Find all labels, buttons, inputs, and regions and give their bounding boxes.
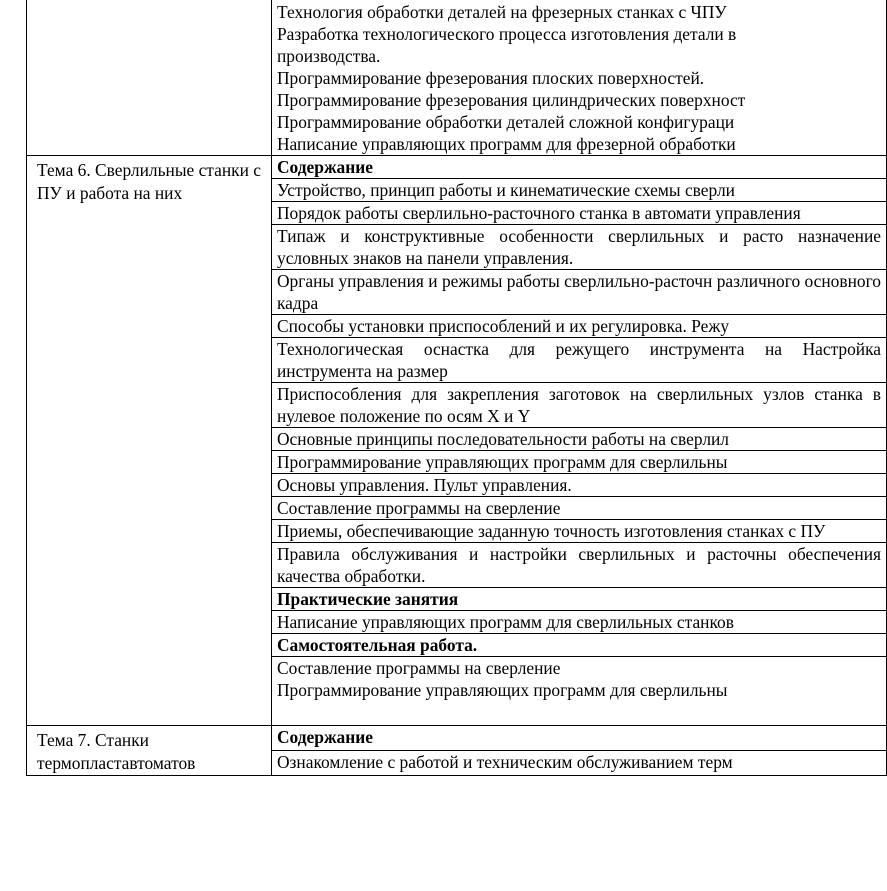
- content-line: Программирование обработки деталей сложной конфигураци: [277, 112, 735, 132]
- content-cell: Основы управления. Пульт управления.: [272, 474, 887, 497]
- content-line: Технология обработки деталей на фрезерных станках с ЧПУ: [277, 2, 727, 22]
- curriculum-table: [26, 0, 887, 776]
- content-cell: Составление программы на сверление: [272, 497, 887, 520]
- section-heading: Содержание: [272, 726, 887, 751]
- content-cell: Основные принципы последовательности работы на сверлил: [272, 428, 887, 451]
- content-cell: Типаж и конструктивные особенности сверлильных и расто назначение условных знаков на панели управления.: [272, 225, 887, 270]
- content-line: Разработка технологического процесса изготовления детали в: [277, 24, 737, 44]
- content-cell: Порядок работы сверлильно-расточного станка в автомати управления: [272, 202, 887, 225]
- content-cell: Написание управляющих программ для сверлильных станков: [272, 611, 887, 634]
- topic-title: Тема 7. Станки термопластавтоматов: [27, 726, 272, 776]
- content-cell: Правила обслуживания и настройки сверлильных и расточны обеспечения качества обработки.: [272, 543, 887, 588]
- table-row: [27, 0, 887, 156]
- content-cell: Технологическая оснастка для режущего инструмента на Настройка инструмента на размер: [272, 338, 887, 383]
- content-cell: Органы управления и режимы работы сверлильно-расточн различного основного кадра: [272, 270, 887, 315]
- section-heading: Практические занятия: [272, 588, 887, 611]
- section-heading: Самостоятельная работа.: [272, 634, 887, 657]
- content-line: Программирование фрезерования цилиндрических поверхност: [277, 90, 746, 110]
- topic-cell-empty: [27, 0, 272, 156]
- content-cell: Приемы, обеспечивающие заданную точность изготовления станках с ПУ: [272, 520, 887, 543]
- content-cell: [272, 0, 887, 156]
- topic-title: Тема 6. Сверлильные станки с ПУ и работа на них: [27, 156, 272, 726]
- content-cell: Программирование управляющих программ для сверлильны: [272, 451, 887, 474]
- table-row: [27, 726, 887, 751]
- self-work-cell: [272, 657, 887, 726]
- content-line: производства.: [277, 46, 381, 66]
- content-line: Программирование управляющих программ для сверлильны: [277, 680, 728, 700]
- content-cell: Ознакомление с работой и техническим обслуживанием терм: [272, 751, 887, 776]
- table-row: [27, 156, 887, 179]
- content-line: Написание управляющих программ для фрезерной обработки: [277, 134, 736, 154]
- content-cell: Приспособления для закрепления заготовок на сверлильных узлов станка в нулевое положение по осям X и Y: [272, 383, 887, 428]
- content-line: Программирование фрезерования плоских поверхностей.: [277, 68, 705, 88]
- section-heading: Содержание: [272, 156, 887, 179]
- content-line: Составление программы на сверление: [277, 658, 561, 678]
- content-cell: Устройство, принцип работы и кинематические схемы сверли: [272, 179, 887, 202]
- content-cell: Способы установки приспособлений и их регулировка. Режу: [272, 315, 887, 338]
